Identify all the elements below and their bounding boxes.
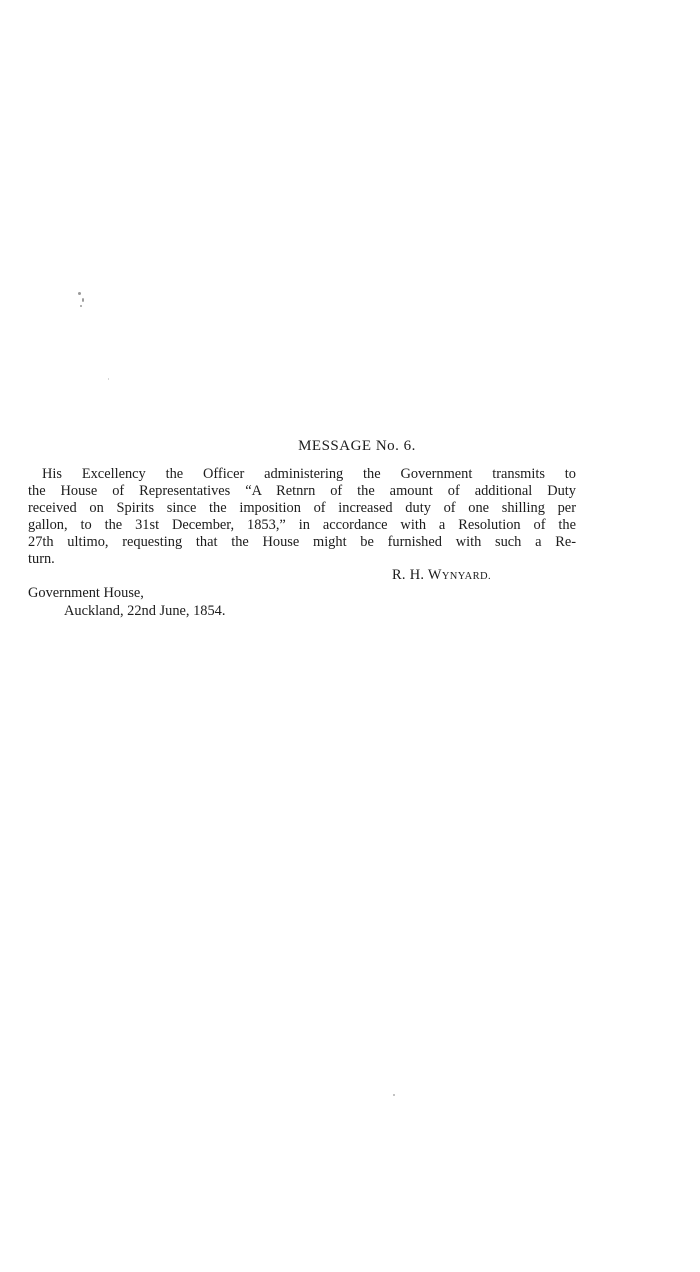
body-line: His Excellency the Officer administering the Government transmits to: [42, 466, 576, 482]
signature: [392, 567, 491, 584]
signature-initials: R. H. W: [392, 567, 442, 583]
scan-speck: [80, 305, 82, 307]
scan-speck: [108, 378, 109, 380]
body-line: the House of Representatives “A Retnrn of the amount of additional Duty: [28, 483, 576, 499]
message-title: MESSAGE No. 6.: [298, 438, 416, 454]
address-line-1: Government House,: [28, 585, 144, 601]
body-line: 27th ultimo, requesting that the House might be furnished with such a Re-: [28, 534, 576, 550]
scan-speck: [78, 292, 81, 295]
body-line: turn.: [28, 551, 55, 567]
scan-speck: [393, 1094, 395, 1096]
address-block: [28, 584, 225, 620]
body-line: received on Spirits since the imposition of increased duty of one shilling per: [28, 500, 576, 516]
scan-speck: [82, 298, 84, 302]
message-body: [28, 466, 576, 568]
address-line-2: Auckland, 22nd June, 1854.: [64, 603, 226, 619]
body-line: gallon, to the 31st December, 1853,” in accordance with a Resolution of the: [28, 517, 576, 533]
signature-name: YNYARD.: [441, 571, 491, 582]
